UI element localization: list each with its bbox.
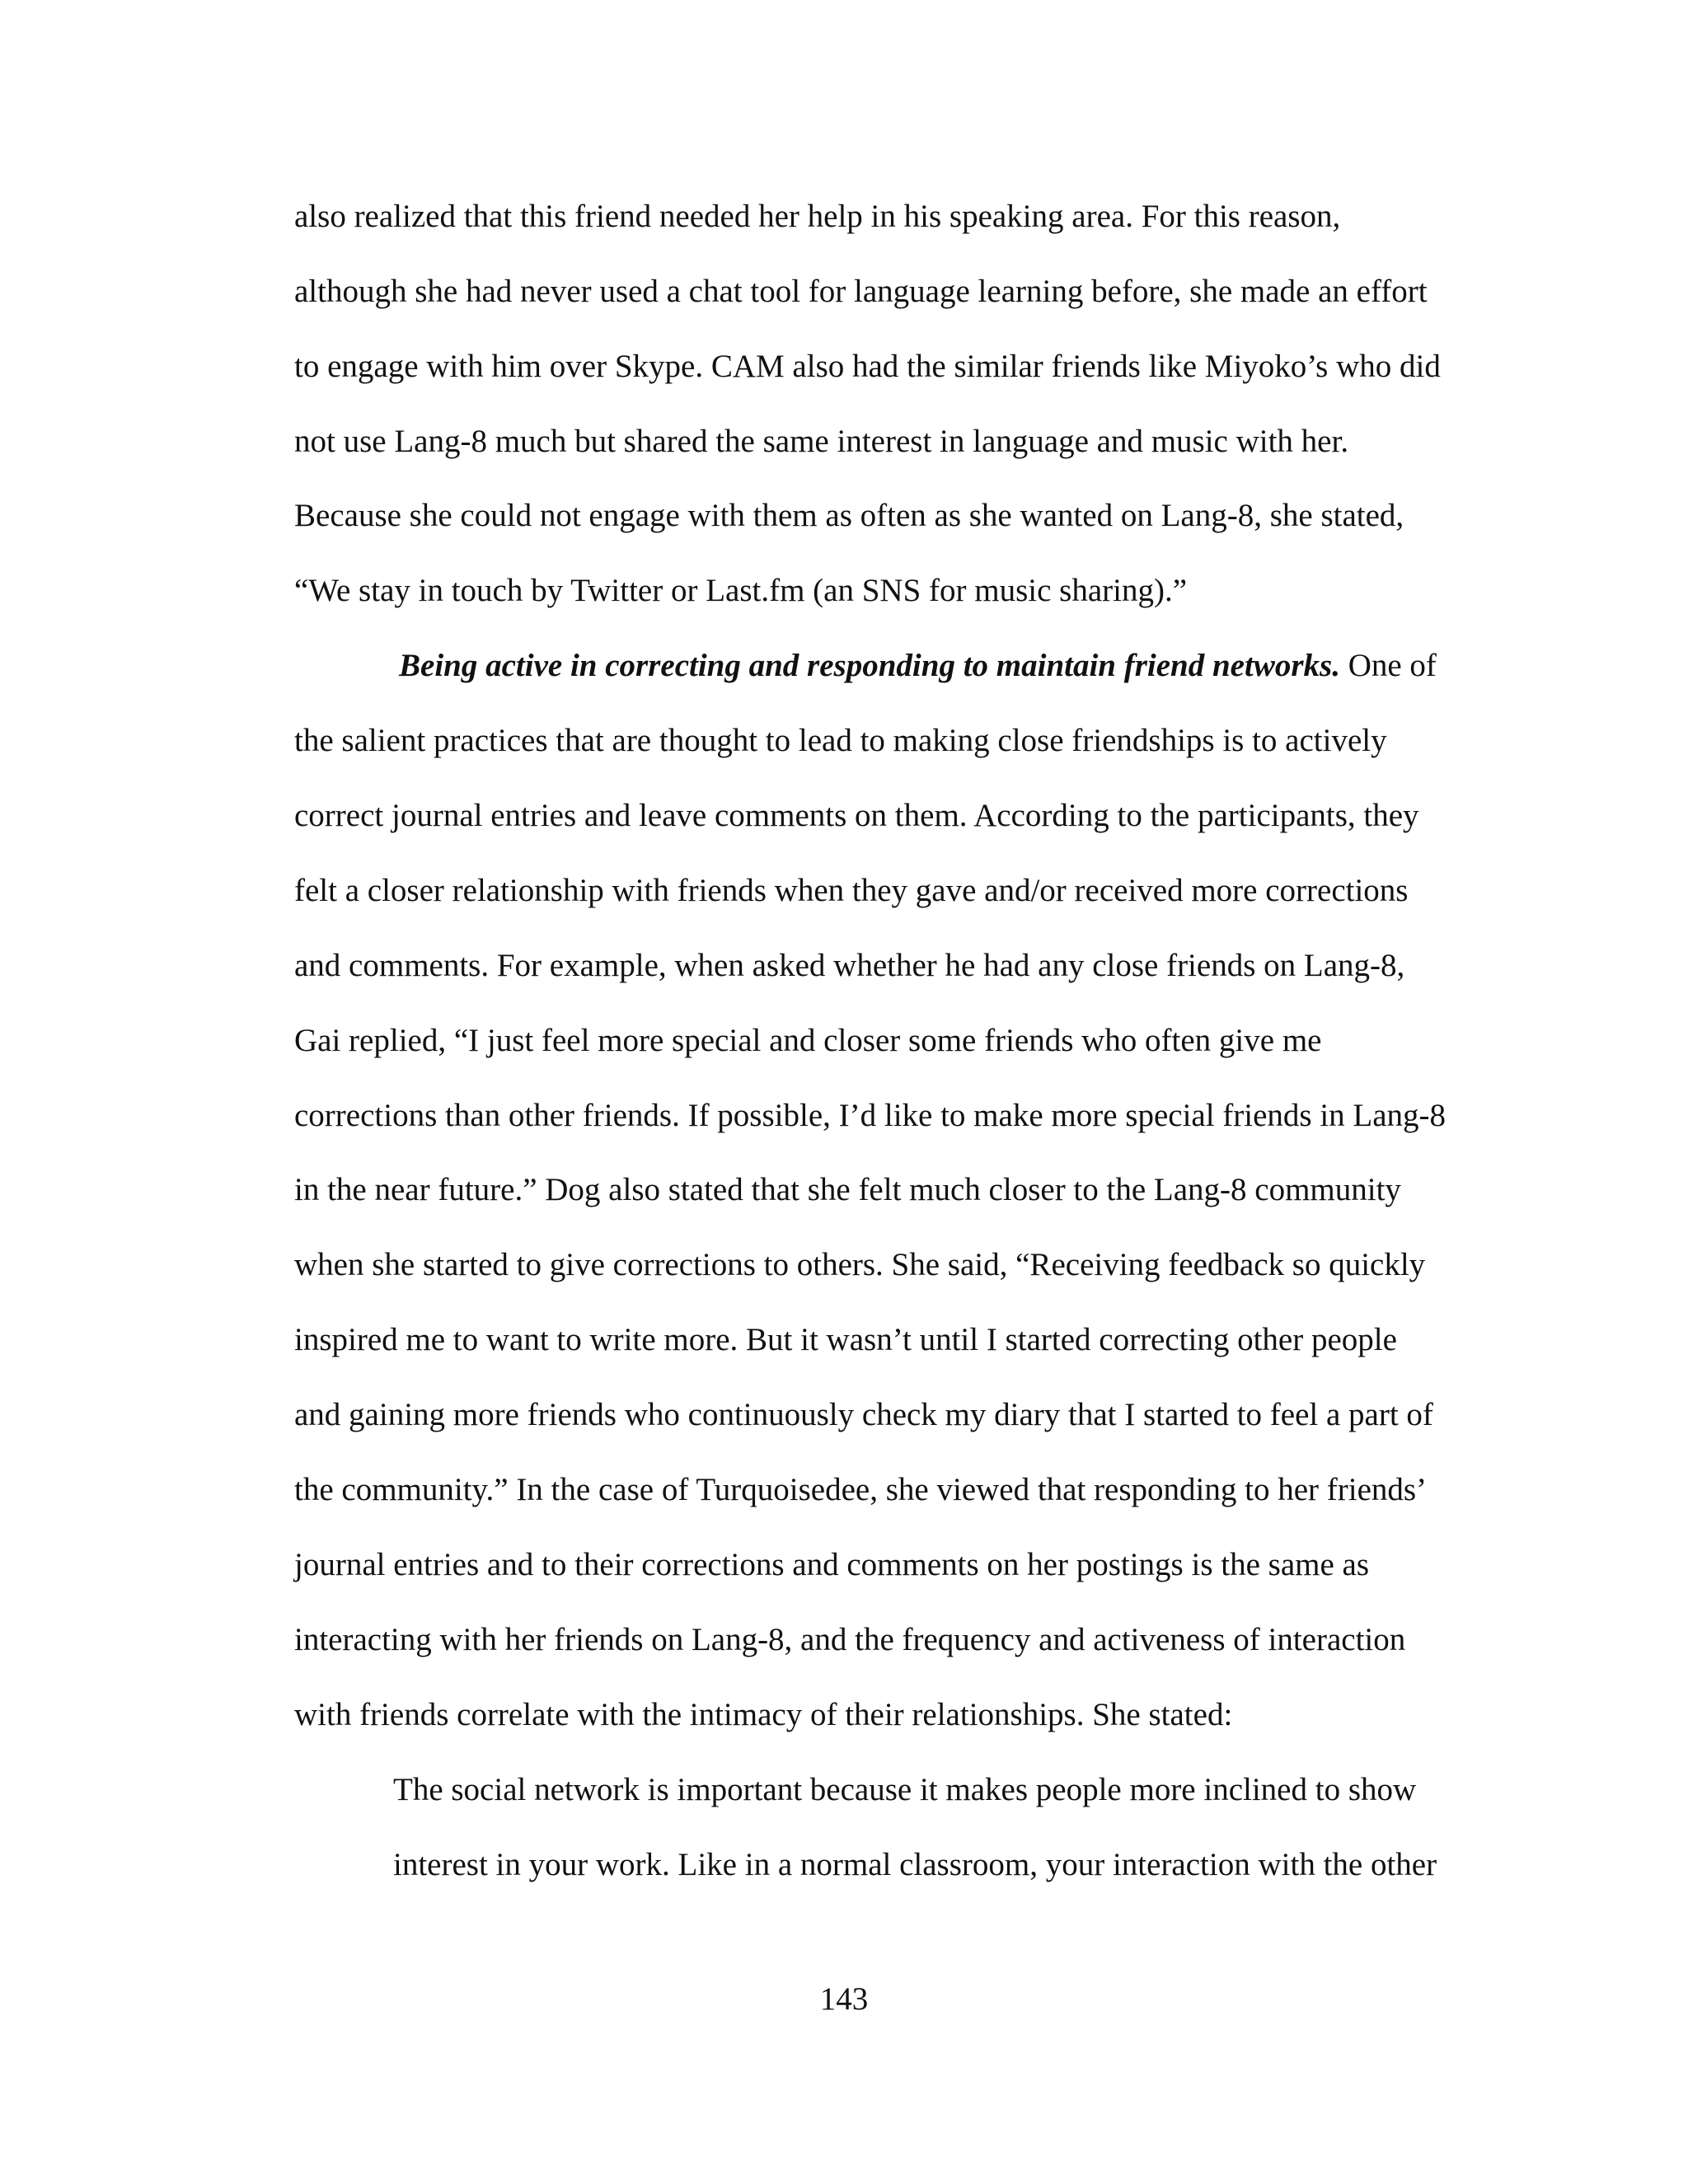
section-first-line-rest: One of [1339, 648, 1437, 683]
body-line: when she started to give corrections to others. She said, “Receiving feedback so quickly [294, 1247, 1426, 1282]
body-line: corrections than other friends. If possible, I’d like to make more special friends in Lang-8 [294, 1098, 1447, 1133]
block-quote-line: interest in your work. Like in a normal classroom, your interaction with the other [393, 1847, 1437, 1882]
body-line: “We stay in touch by Twitter or Last.fm (an SNS for music sharing).” [294, 573, 1188, 608]
body-line: interacting with her friends on Lang-8, and the frequency and activeness of interaction [294, 1622, 1406, 1657]
page-number: 143 [819, 1981, 869, 2017]
body-line: with friends correlate with the intimacy of their relationships. She stated: [294, 1697, 1233, 1732]
body-line: although she had never used a chat tool for language learning before, she made an effort [294, 274, 1428, 309]
body-line: inspired me to want to write more. But it wasn’t until I started correcting other people [294, 1322, 1397, 1357]
body-line: not use Lang-8 much but shared the same interest in language and music with her. [294, 424, 1349, 459]
body-line: Because she could not engage with them as often as she wanted on Lang-8, she stated, [294, 498, 1404, 533]
body-line: and gaining more friends who continuously check my diary that I started to feel a part of [294, 1397, 1433, 1432]
body-line: the community.” In the case of Turquoisedee, she viewed that responding to her friends’ [294, 1472, 1428, 1507]
body-line: the salient practices that are thought to lead to making close friendships is to actively [294, 723, 1387, 758]
body-line: and comments. For example, when asked whether he had any close friends on Lang-8, [294, 948, 1405, 983]
section-heading: Being active in correcting and responding to maintain friend networks. [399, 648, 1340, 683]
body-line: Gai replied, “I just feel more special and closer some friends who often give me [294, 1023, 1322, 1058]
body-line: journal entries and to their corrections and comments on her postings is the same as [294, 1547, 1370, 1582]
section-first-line [399, 644, 1437, 687]
body-line: felt a closer relationship with friends when they gave and/or received more corrections [294, 873, 1409, 908]
body-line: to engage with him over Skype. CAM also had the similar friends like Miyoko’s who did [294, 349, 1441, 384]
body-line: also realized that this friend needed her help in his speaking area. For this reason, [294, 199, 1341, 234]
body-line: correct journal entries and leave comments on them. According to the participants, they [294, 798, 1419, 833]
body-line: in the near future.” Dog also stated that she felt much closer to the Lang-8 community [294, 1172, 1401, 1207]
block-quote-line: The social network is important because it makes people more inclined to show [393, 1772, 1417, 1807]
